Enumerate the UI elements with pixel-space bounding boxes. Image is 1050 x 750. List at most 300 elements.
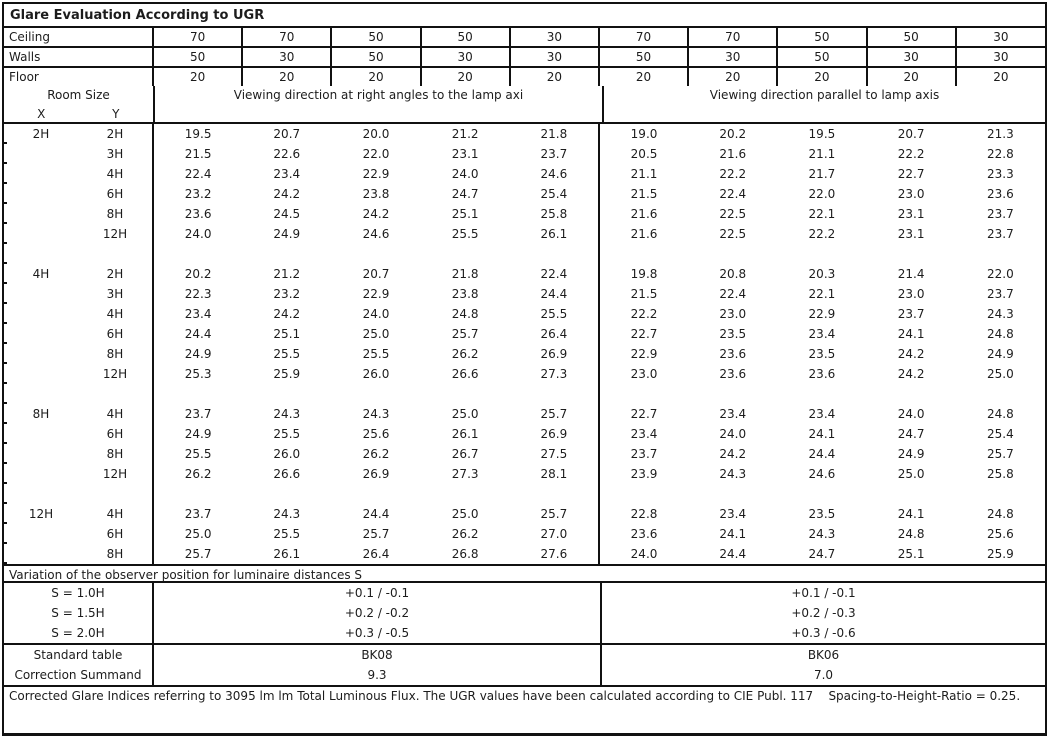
viewing-direction-right-header: [602, 86, 1045, 122]
surface-value: 70: [688, 28, 777, 47]
ugr-value: 21.5: [153, 144, 242, 164]
surface-value: 50: [599, 47, 688, 67]
surface-value: 30: [956, 47, 1045, 67]
room-x-value: 12H: [28, 507, 54, 521]
ugr-value: 26.7: [451, 447, 479, 461]
ugr-value: 23.2: [273, 287, 301, 301]
ugr-value: 23.7: [986, 287, 1014, 301]
ugr-value: 24.2: [273, 307, 301, 321]
ugr-value: [331, 384, 420, 404]
surface-row: [4, 67, 1045, 86]
ugr-value: 24.3: [273, 507, 301, 521]
ugr-value: [153, 484, 242, 504]
variation-value-right: +0.2 / -0.3: [791, 606, 856, 620]
ugr-value: 23.4: [719, 507, 747, 521]
ugr-value: [242, 384, 331, 404]
ugr-value: 24.1: [808, 427, 836, 441]
surface-value: 50: [867, 28, 956, 47]
ugr-value: 22.4: [719, 187, 747, 201]
surface-value: 50: [331, 28, 420, 47]
ugr-value: 22.9: [362, 287, 390, 301]
room-x-value: [4, 224, 78, 244]
surface-row-label: Ceiling: [4, 28, 153, 47]
y-column-label: Y: [112, 107, 120, 121]
ugr-value: 25.7: [153, 544, 242, 564]
ugr-value: 23.1: [897, 207, 925, 221]
viewing-direction-right-label: Viewing direction parallel to lamp axis: [709, 88, 940, 102]
ugr-value: 25.5: [362, 347, 390, 361]
ugr-value: 25.1: [273, 327, 301, 341]
ugr-value: 22.4: [153, 164, 242, 184]
ugr-row: [4, 404, 1045, 424]
ugr-value: 23.4: [808, 327, 836, 341]
ugr-value: 23.6: [719, 367, 747, 381]
ugr-value: 23.5: [808, 347, 836, 361]
variation-value-right: +0.3 / -0.6: [791, 626, 856, 640]
ugr-value: 26.2: [451, 527, 479, 541]
ugr-value: 24.5: [273, 207, 301, 221]
room-x-value: [4, 364, 78, 384]
ugr-value: 23.7: [153, 404, 242, 424]
ugr-value: 21.7: [808, 167, 836, 181]
ugr-value: 25.0: [451, 507, 479, 521]
ugr-value: 21.1: [808, 147, 836, 161]
ugr-value: [510, 484, 599, 504]
room-y-value: 3H: [106, 287, 124, 301]
ugr-value: 25.3: [153, 364, 242, 384]
ugr-value: 24.6: [362, 227, 390, 241]
surface-row-label: Floor: [4, 67, 153, 86]
block-gap-row: [4, 484, 1045, 504]
ugr-value: 23.1: [451, 147, 479, 161]
ugr-value: 25.4: [986, 427, 1014, 441]
surface-value: 70: [153, 28, 242, 47]
surface-value: 30: [956, 28, 1045, 47]
summary-value-left: BK08: [153, 645, 601, 665]
ugr-value: 25.6: [986, 527, 1014, 541]
ugr-value: 24.0: [719, 427, 747, 441]
ugr-value: 21.5: [599, 184, 688, 204]
ugr-value: 19.5: [153, 124, 242, 144]
block-gap-row: [4, 244, 1045, 264]
ugr-value: 22.0: [986, 267, 1014, 281]
room-y-value: 3H: [106, 147, 124, 161]
ugr-value: 25.0: [153, 524, 242, 544]
surface-value: 70: [599, 28, 688, 47]
ugr-value: 19.8: [599, 264, 688, 284]
variation-value-left: +0.3 / -0.5: [153, 623, 601, 644]
ugr-value: 25.5: [273, 527, 301, 541]
ugr-value: 24.9: [986, 347, 1014, 361]
ugr-value: 25.4: [540, 187, 568, 201]
ugr-value: 23.1: [897, 227, 925, 241]
report-title: Glare Evaluation According to UGR: [4, 4, 1045, 28]
ugr-value: 20.7: [897, 127, 925, 141]
surface-value: 50: [421, 28, 510, 47]
ugr-value: 24.4: [362, 507, 390, 521]
ugr-value: 23.6: [599, 524, 688, 544]
room-x-value: [4, 304, 78, 324]
ugr-value: 22.3: [153, 284, 242, 304]
room-y-value: [78, 384, 153, 404]
variation-value-left: +0.2 / -0.2: [153, 603, 601, 623]
ugr-row: [4, 504, 1045, 524]
ugr-value: 24.1: [719, 527, 747, 541]
ugr-table-body: [4, 124, 1045, 564]
ugr-value: 25.8: [986, 467, 1014, 481]
ugr-value: 26.1: [273, 547, 301, 561]
surface-row: [4, 47, 1045, 67]
room-y-value: 2H: [106, 267, 124, 281]
surface-value: 30: [510, 28, 599, 47]
room-y-value: 4H: [106, 507, 124, 521]
ugr-value: [153, 244, 242, 264]
ugr-row: [4, 544, 1045, 564]
ugr-value: 21.3: [986, 127, 1014, 141]
ugr-value: 23.7: [153, 504, 242, 524]
ugr-value: 24.2: [897, 367, 925, 381]
ugr-value: 24.9: [153, 344, 242, 364]
variation-label: S = 1.5H: [4, 603, 153, 623]
ugr-value: 21.2: [273, 267, 301, 281]
ugr-row: [4, 444, 1045, 464]
ugr-value: 22.7: [897, 167, 925, 181]
x-column-label: X: [37, 107, 46, 121]
ugr-value: 24.3: [273, 407, 301, 421]
ugr-value: 26.6: [451, 367, 479, 381]
ugr-value: 24.4: [540, 287, 568, 301]
surface-value: 20: [688, 67, 777, 86]
ugr-value: [777, 384, 866, 404]
ugr-value: 22.8: [599, 504, 688, 524]
ugr-value: 24.1: [897, 327, 925, 341]
ugr-value: 23.0: [897, 287, 925, 301]
variation-value-left: +0.1 / -0.1: [153, 583, 601, 603]
ugr-value: [867, 244, 956, 264]
ugr-value: 23.7: [897, 307, 925, 321]
ugr-table: [4, 124, 1045, 564]
ugr-value: [777, 484, 866, 504]
viewing-direction-left-label: Viewing direction at right angles to the lamp axi: [233, 88, 524, 102]
ugr-value: 27.0: [540, 527, 568, 541]
variation-row: [4, 623, 1045, 644]
ugr-value: 21.6: [599, 224, 688, 244]
ugr-value: 23.4: [808, 407, 836, 421]
footer-note: Corrected Glare Indices referring to 3095 lm lm Total Luminous Flux. The UGR values have been calculated according to CIE Publ. 117 Spacing-to-Height-Ratio = 0.25.: [9, 689, 1021, 703]
room-y-value: 8H: [106, 447, 124, 461]
ugr-value: 24.0: [451, 167, 479, 181]
ugr-value: [777, 244, 866, 264]
ugr-value: 21.4: [897, 267, 925, 281]
ugr-value: 22.9: [362, 167, 390, 181]
ugr-value: 22.9: [599, 344, 688, 364]
surface-value: 20: [421, 67, 510, 86]
ugr-value: 24.1: [897, 507, 925, 521]
ugr-value: 25.5: [273, 427, 301, 441]
surface-value: 50: [331, 47, 420, 67]
ugr-row: [4, 264, 1045, 284]
ugr-value: 25.1: [897, 547, 925, 561]
ugr-value: 23.4: [599, 424, 688, 444]
surface-value: 50: [153, 47, 242, 67]
ugr-value: 24.9: [897, 447, 925, 461]
ugr-value: 26.1: [451, 427, 479, 441]
ugr-value: 24.3: [986, 307, 1014, 321]
room-x-value: [4, 164, 78, 184]
ugr-value: [242, 244, 331, 264]
ugr-value: 22.9: [808, 307, 836, 321]
ugr-value: 22.2: [897, 147, 925, 161]
variation-label: S = 1.0H: [4, 583, 153, 603]
ugr-value: 25.7: [986, 447, 1014, 461]
ugr-row: [4, 304, 1045, 324]
ugr-value: 24.7: [451, 187, 479, 201]
ugr-value: [688, 484, 777, 504]
room-y-value: 12H: [102, 227, 128, 241]
ugr-value: 23.7: [540, 147, 568, 161]
surface-value: 30: [421, 47, 510, 67]
ugr-value: [331, 484, 420, 504]
ugr-value: 24.4: [153, 324, 242, 344]
ugr-value: 22.1: [808, 207, 836, 221]
ugr-value: 21.6: [719, 147, 747, 161]
ugr-value: [599, 484, 688, 504]
ugr-value: 23.0: [897, 187, 925, 201]
ugr-value: 24.6: [808, 467, 836, 481]
ugr-value: [688, 244, 777, 264]
ugr-value: 23.7: [599, 444, 688, 464]
surface-reflectance-table: [4, 28, 1045, 86]
ugr-value: 26.2: [451, 347, 479, 361]
ugr-value: 24.2: [362, 207, 390, 221]
ugr-value: 20.2: [719, 127, 747, 141]
variation-table: [4, 583, 1045, 645]
ugr-value: 24.3: [719, 467, 747, 481]
ugr-value: 23.7: [986, 207, 1014, 221]
surface-value: 20: [331, 67, 420, 86]
room-y-value: 6H: [106, 527, 124, 541]
ugr-value: 23.6: [808, 367, 836, 381]
ugr-value: 24.6: [540, 167, 568, 181]
ugr-value: 26.2: [153, 464, 242, 484]
variation-label: S = 2.0H: [4, 623, 153, 644]
ugr-value: [867, 484, 956, 504]
ugr-value: 24.3: [362, 407, 390, 421]
room-x-value: [4, 144, 78, 164]
ugr-value: 22.8: [986, 147, 1014, 161]
ugr-value: 22.7: [599, 404, 688, 424]
ugr-value: 24.2: [897, 347, 925, 361]
ugr-value: 27.3: [540, 367, 568, 381]
ugr-value: 25.7: [540, 407, 568, 421]
ugr-row: [4, 344, 1045, 364]
ugr-value: 23.5: [808, 507, 836, 521]
ugr-value: 24.8: [897, 527, 925, 541]
summary-row: [4, 665, 1045, 686]
ugr-row: [4, 184, 1045, 204]
room-y-value: 4H: [106, 167, 124, 181]
ugr-row: [4, 284, 1045, 304]
ugr-value: 22.5: [719, 207, 747, 221]
ugr-value: [956, 244, 1045, 264]
ugr-value: 22.0: [362, 147, 390, 161]
room-x-value: [4, 464, 78, 484]
ugr-value: 24.0: [897, 407, 925, 421]
surface-value: 20: [867, 67, 956, 86]
ugr-value: 21.8: [451, 267, 479, 281]
ugr-row: [4, 224, 1045, 244]
ugr-value: 23.7: [986, 227, 1014, 241]
ugr-row: [4, 524, 1045, 544]
surface-row-label: Walls: [4, 47, 153, 67]
ugr-value: [599, 384, 688, 404]
ugr-value: [688, 384, 777, 404]
room-x-value: [4, 384, 78, 404]
room-x-value: [4, 344, 78, 364]
ugr-value: 25.1: [451, 207, 479, 221]
ugr-value: 25.0: [362, 327, 390, 341]
surface-value: 20: [510, 67, 599, 86]
column-header-row: [4, 86, 1045, 124]
variation-value-right: +0.1 / -0.1: [791, 586, 856, 600]
ugr-value: 23.6: [986, 187, 1014, 201]
ugr-value: 25.5: [451, 227, 479, 241]
surface-value: 20: [956, 67, 1045, 86]
surface-value: 20: [153, 67, 242, 86]
ugr-value: 25.7: [362, 527, 390, 541]
ugr-value: 24.8: [986, 407, 1014, 421]
room-y-value: 8H: [106, 547, 124, 561]
ugr-value: 26.1: [540, 227, 568, 241]
ugr-value: 27.6: [540, 547, 568, 561]
surface-value: 30: [688, 47, 777, 67]
ugr-value: 24.0: [362, 307, 390, 321]
ugr-row: [4, 464, 1045, 484]
room-x-value: [4, 324, 78, 344]
ugr-value: 24.3: [808, 527, 836, 541]
ugr-value: 24.2: [273, 187, 301, 201]
ugr-value: 25.7: [540, 507, 568, 521]
ugr-value: 26.2: [362, 447, 390, 461]
ugr-value: 22.2: [599, 304, 688, 324]
surface-value: 20: [777, 67, 866, 86]
ugr-value: 23.2: [153, 184, 242, 204]
ugr-value: 25.0: [451, 407, 479, 421]
surface-value: 20: [599, 67, 688, 86]
ugr-value: 25.6: [362, 427, 390, 441]
surface-table-body: [4, 28, 1045, 86]
ugr-value: 21.2: [451, 127, 479, 141]
summary-value-right: BK06: [807, 648, 840, 662]
variation-heading: Variation of the observer position for luminaire distances S: [4, 564, 1045, 583]
ugr-value: 26.9: [540, 347, 568, 361]
ugr-row: [4, 204, 1045, 224]
room-x-value: [4, 544, 78, 564]
ugr-value: 24.9: [153, 424, 242, 444]
summary-label: Standard table: [4, 645, 153, 665]
ugr-value: 20.7: [273, 127, 301, 141]
ugr-row: [4, 124, 1045, 144]
room-y-value: 4H: [106, 407, 124, 421]
ugr-value: 21.1: [599, 164, 688, 184]
ugr-value: 22.4: [719, 287, 747, 301]
ugr-value: 25.0: [897, 467, 925, 481]
summary-row: [4, 645, 1045, 665]
summary-label: Correction Summand: [4, 665, 153, 686]
ugr-value: 25.7: [451, 327, 479, 341]
ugr-value: 24.4: [719, 547, 747, 561]
ugr-value: [421, 244, 510, 264]
ugr-value: 21.6: [599, 204, 688, 224]
room-x-value: 4H: [32, 267, 50, 281]
block-gap-row: [4, 384, 1045, 404]
surface-value: 50: [777, 28, 866, 47]
ugr-value: [956, 484, 1045, 504]
ugr-value: [331, 244, 420, 264]
variation-row: [4, 603, 1045, 623]
ugr-value: 25.5: [273, 347, 301, 361]
ugr-row: [4, 324, 1045, 344]
room-y-value: 8H: [106, 347, 124, 361]
ugr-value: 20.7: [362, 267, 390, 281]
ugr-value: 25.5: [540, 307, 568, 321]
ugr-value: 26.4: [362, 547, 390, 561]
ugr-value: [956, 384, 1045, 404]
room-x-value: [4, 424, 78, 444]
room-y-value: 6H: [106, 427, 124, 441]
ugr-report-table: [2, 2, 1047, 736]
ugr-row: [4, 424, 1045, 444]
room-y-value: 6H: [106, 187, 124, 201]
ugr-value: [510, 244, 599, 264]
room-y-value: [78, 484, 153, 504]
ugr-value: [242, 484, 331, 504]
ugr-value: 24.0: [599, 544, 688, 564]
ugr-row: [4, 144, 1045, 164]
room-x-value: [4, 484, 78, 504]
surface-value: 70: [242, 28, 331, 47]
ugr-value: 24.8: [986, 507, 1014, 521]
room-x-value: [4, 284, 78, 304]
ugr-value: 23.4: [719, 407, 747, 421]
ugr-value: 20.0: [362, 127, 390, 141]
room-size-header: [4, 86, 153, 122]
ugr-value: 19.5: [808, 127, 836, 141]
ugr-values-section: [4, 124, 1045, 564]
ugr-value: 28.1: [540, 467, 568, 481]
room-x-value: [4, 244, 78, 264]
ugr-value: 25.9: [273, 367, 301, 381]
room-x-value: [4, 444, 78, 464]
room-x-value: [4, 184, 78, 204]
ugr-value: 20.5: [599, 144, 688, 164]
ugr-value: 24.7: [808, 547, 836, 561]
ugr-value: 24.8: [451, 307, 479, 321]
surface-value: 30: [510, 47, 599, 67]
surface-value: 30: [867, 47, 956, 67]
surface-value: 30: [242, 47, 331, 67]
variation-row: [4, 583, 1045, 603]
ugr-value: 22.2: [808, 227, 836, 241]
surface-value: 50: [777, 47, 866, 67]
ugr-value: 26.8: [451, 547, 479, 561]
ugr-value: 23.0: [719, 307, 747, 321]
ugr-value: 22.6: [273, 147, 301, 161]
ugr-value: 22.0: [808, 187, 836, 201]
ugr-value: 25.0: [986, 367, 1014, 381]
ugr-value: 22.2: [719, 167, 747, 181]
ugr-value: 25.9: [986, 547, 1014, 561]
